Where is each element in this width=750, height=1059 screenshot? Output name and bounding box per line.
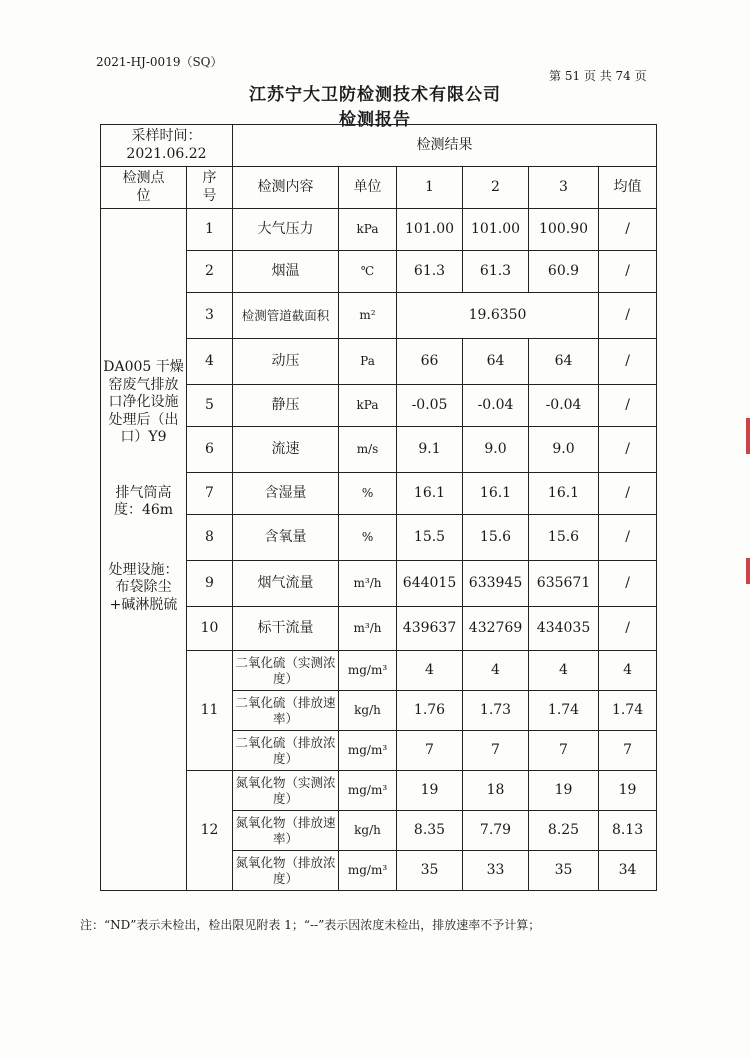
row-avg: / <box>599 607 657 651</box>
row-value-1: 4 <box>397 651 463 691</box>
row-avg: / <box>599 293 657 339</box>
row-no: 10 <box>187 607 233 651</box>
row-value-1: 101.00 <box>397 209 463 251</box>
column-header-row <box>101 167 657 209</box>
row-unit: kg/h <box>339 691 397 731</box>
row-item: 烟温 <box>233 251 339 293</box>
row-unit: Pa <box>339 339 397 385</box>
sampling-time-label: 采样时间： <box>131 128 202 144</box>
row-value-1: 16.1 <box>397 473 463 515</box>
row-value-3: 19 <box>529 771 599 811</box>
row-no: 1 <box>187 209 233 251</box>
row-value-1: 1.76 <box>397 691 463 731</box>
page-edge-mark <box>746 558 750 584</box>
row-value-1: 35 <box>397 851 463 891</box>
document-id: 2021-HJ-0019（SQ） <box>96 55 223 69</box>
row-value-3: -0.04 <box>529 385 599 427</box>
row-value-2: 4 <box>463 651 529 691</box>
row-no: 7 <box>187 473 233 515</box>
col-avg: 均值 <box>599 167 657 209</box>
col-1: 1 <box>397 167 463 209</box>
row-unit: kPa <box>339 209 397 251</box>
sampling-date: 2021.06.22 <box>126 145 207 162</box>
row-item: 氮氧化物（实测浓度） <box>233 771 339 811</box>
row-no: 8 <box>187 515 233 561</box>
row-avg: / <box>599 339 657 385</box>
row-no: 11 <box>187 651 233 771</box>
row-value-3: 15.6 <box>529 515 599 561</box>
treatment-facility: 处理设施：布袋除尘+碱淋脱硫 <box>108 561 179 613</box>
row-value-3: 100.90 <box>529 209 599 251</box>
row-item: 标干流量 <box>233 607 339 651</box>
row-value-3: 35 <box>529 851 599 891</box>
row-value-2: 7 <box>463 731 529 771</box>
row-unit: mg/m³ <box>339 651 397 691</box>
row-avg: 1.74 <box>599 691 657 731</box>
row-avg: 19 <box>599 771 657 811</box>
row-value-1: 439637 <box>397 607 463 651</box>
row-unit: kg/h <box>339 811 397 851</box>
row-value-2: 1.73 <box>463 691 529 731</box>
row-value-3: 4 <box>529 651 599 691</box>
footnote: 注：“ND”表示未检出，检出限见附表 1；“--”表示因浓度未检出，排放速率不予计算； <box>80 918 541 932</box>
row-value-2: 9.0 <box>463 427 529 473</box>
row-value-2: 33 <box>463 851 529 891</box>
row-item: 二氧化硫（排放速率） <box>233 691 339 731</box>
row-value-merged: 19.6350 <box>397 293 599 339</box>
row-unit: % <box>339 515 397 561</box>
row-value-1: -0.05 <box>397 385 463 427</box>
row-avg: / <box>599 561 657 607</box>
row-avg: 4 <box>599 651 657 691</box>
row-value-2: 633945 <box>463 561 529 607</box>
col-3: 3 <box>529 167 599 209</box>
row-value-2: 432769 <box>463 607 529 651</box>
row-item: 二氧化硫（排放浓度） <box>233 731 339 771</box>
row-avg: 8.13 <box>599 811 657 851</box>
row-avg: / <box>599 385 657 427</box>
row-value-2: -0.04 <box>463 385 529 427</box>
table-header-row <box>101 125 657 167</box>
row-value-3: 1.74 <box>529 691 599 731</box>
row-no: 4 <box>187 339 233 385</box>
stack-height: 排气筒高度：46m <box>113 484 174 518</box>
row-item: 静压 <box>233 385 339 427</box>
row-value-3: 8.25 <box>529 811 599 851</box>
report-title: 检测报告 <box>339 110 411 130</box>
row-unit: mg/m³ <box>339 731 397 771</box>
row-unit: mg/m³ <box>339 851 397 891</box>
row-item: 大气压力 <box>233 209 339 251</box>
row-value-1: 7 <box>397 731 463 771</box>
row-avg: / <box>599 209 657 251</box>
row-value-3: 64 <box>529 339 599 385</box>
row-value-1: 9.1 <box>397 427 463 473</box>
row-value-1: 66 <box>397 339 463 385</box>
table-row <box>101 209 657 251</box>
row-item: 检测管道截面积 <box>233 293 339 339</box>
col-2: 2 <box>463 167 529 209</box>
page-edge-mark <box>746 418 750 454</box>
row-unit: mg/m³ <box>339 771 397 811</box>
row-unit: kPa <box>339 385 397 427</box>
row-value-1: 19 <box>397 771 463 811</box>
row-unit: % <box>339 473 397 515</box>
row-value-3: 9.0 <box>529 427 599 473</box>
row-value-1: 61.3 <box>397 251 463 293</box>
row-no: 9 <box>187 561 233 607</box>
row-avg: 7 <box>599 731 657 771</box>
row-avg: 34 <box>599 851 657 891</box>
row-value-3: 60.9 <box>529 251 599 293</box>
row-item: 含湿量 <box>233 473 339 515</box>
row-item: 二氧化硫（实测浓度） <box>233 651 339 691</box>
col-unit: 单位 <box>339 167 397 209</box>
point-name: DA005 干燥窑废气排放口净化设施处理后（出口）Y9 <box>103 359 184 445</box>
row-item: 氮氧化物（排放浓度） <box>233 851 339 891</box>
company-name: 江苏宁大卫防检测技术有限公司 <box>249 85 501 105</box>
row-unit: ℃ <box>339 251 397 293</box>
row-item: 动压 <box>233 339 339 385</box>
point-cell <box>101 209 187 891</box>
row-value-2: 101.00 <box>463 209 529 251</box>
row-unit: m/s <box>339 427 397 473</box>
row-unit: m³/h <box>339 607 397 651</box>
row-item: 流速 <box>233 427 339 473</box>
row-item: 烟气流量 <box>233 561 339 607</box>
row-value-2: 64 <box>463 339 529 385</box>
row-value-1: 8.35 <box>397 811 463 851</box>
row-unit: m² <box>339 293 397 339</box>
row-value-3: 16.1 <box>529 473 599 515</box>
results-heading: 检测结果 <box>233 125 657 167</box>
col-no: 序号 <box>187 167 233 209</box>
row-avg: / <box>599 515 657 561</box>
row-no: 5 <box>187 385 233 427</box>
row-value-3: 434035 <box>529 607 599 651</box>
row-item: 氮氧化物（排放速率） <box>233 811 339 851</box>
row-value-2: 7.79 <box>463 811 529 851</box>
row-value-2: 61.3 <box>463 251 529 293</box>
results-table <box>100 124 657 891</box>
row-avg: / <box>599 427 657 473</box>
row-value-2: 18 <box>463 771 529 811</box>
row-value-1: 15.5 <box>397 515 463 561</box>
row-unit: m³/h <box>339 561 397 607</box>
sampling-time-cell <box>101 125 233 167</box>
row-value-1: 644015 <box>397 561 463 607</box>
row-value-3: 635671 <box>529 561 599 607</box>
row-value-3: 7 <box>529 731 599 771</box>
row-value-2: 16.1 <box>463 473 529 515</box>
col-point: 检测点位 <box>101 167 187 209</box>
page-number: 第 51 页 共 74 页 <box>549 69 647 83</box>
row-avg: / <box>599 473 657 515</box>
col-item: 检测内容 <box>233 167 339 209</box>
row-no: 3 <box>187 293 233 339</box>
row-no: 2 <box>187 251 233 293</box>
row-value-2: 15.6 <box>463 515 529 561</box>
row-no: 12 <box>187 771 233 891</box>
row-no: 6 <box>187 427 233 473</box>
row-item: 含氧量 <box>233 515 339 561</box>
row-avg: / <box>599 251 657 293</box>
